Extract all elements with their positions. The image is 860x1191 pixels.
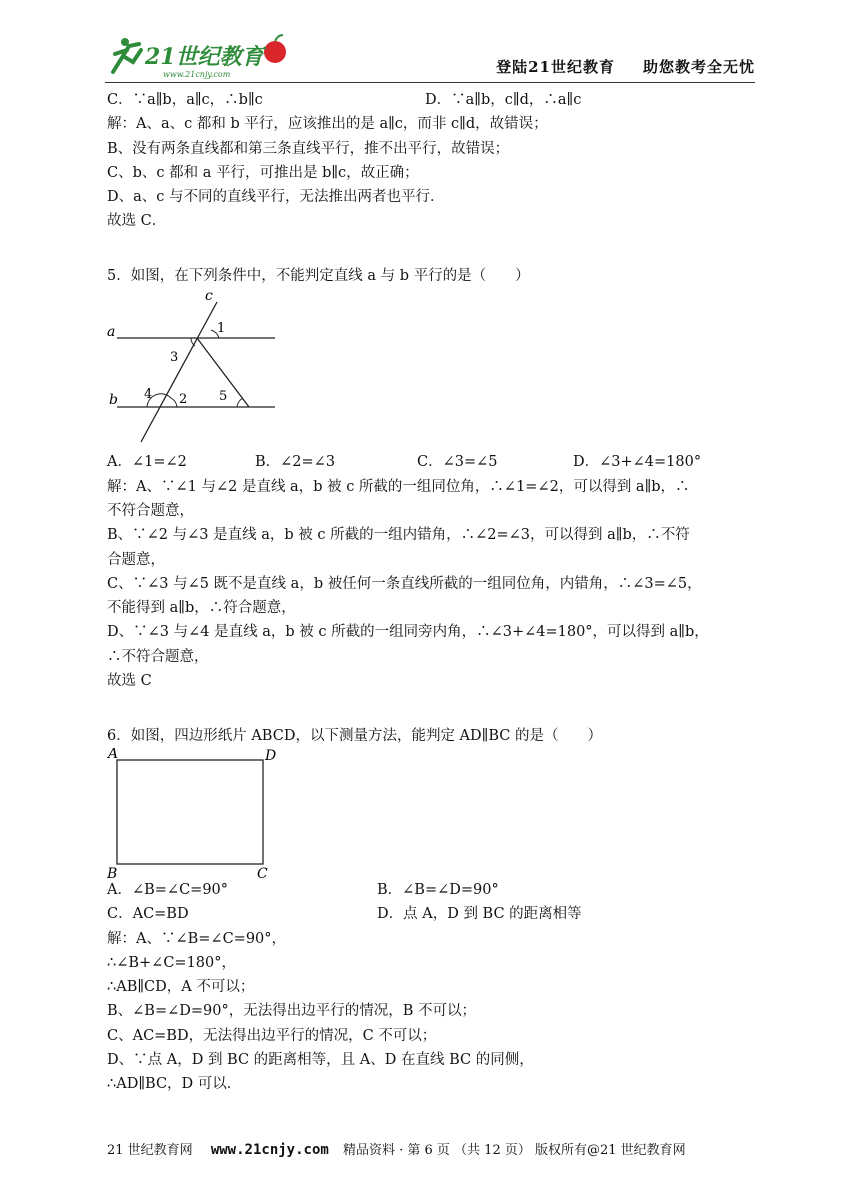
q4-solution-line: D、a、c 与不同的直线平行，无法推出两者也平行． (107, 189, 445, 206)
q4-options (107, 88, 757, 112)
q6-solution-line: ∴AB∥CD，A 不可以； (107, 979, 255, 996)
logo-apple (264, 41, 286, 63)
label-4: 4 (144, 387, 153, 403)
q6-solution-line: D、∵点 A，D 到 BC 的距离相等，且 A、D 在直线 BC 的同侧， (107, 1052, 534, 1069)
label-1: 1 (217, 321, 226, 337)
angle-arc-5 (237, 398, 243, 407)
q6-solution-line: ∴AD∥BC，D 可以． (107, 1076, 242, 1093)
q4-option-c: C．∵a∥b，a∥c，∴b∥c (107, 92, 263, 108)
page-header (105, 30, 755, 83)
q6-solution-line: ∴∠B+∠C=180°， (107, 954, 236, 971)
q4-option-d: D．∵a∥b，c∥d，∴a∥c (425, 92, 582, 108)
label-b: b (109, 392, 118, 409)
q6-options-row2 (107, 902, 757, 926)
label-D: D (265, 747, 277, 764)
angle-arc-2 (171, 398, 177, 407)
q6-option-b: B．∠B=∠D=90° (377, 881, 499, 898)
q5-option-a: A．∠1=∠2 (107, 454, 187, 471)
q5-diagram (107, 290, 287, 450)
q5-solution-line: ∴不符合题意， (107, 648, 209, 665)
q6-stem: 6．如图，四边形纸片 ABCD，以下测量方法，能判定 AD∥BC 的是（ ） (107, 727, 602, 744)
q5-solution-line: D、∵∠3 与∠4 是直线 a，b 被 c 所截的一组同旁内角，∴∠3+∠4=180°，可以得到 a∥b， (107, 624, 709, 641)
page-content (107, 88, 757, 1097)
logo-text: 21世纪教育 (145, 44, 264, 70)
label-c: c (205, 290, 213, 305)
q6-solution-line: 解：A、∵∠B=∠C=90°， (107, 930, 287, 947)
q6-option-c: C．AC=BD (107, 906, 189, 923)
q5-figure (107, 290, 287, 450)
slogan-left: 登陆21世纪教育 (496, 58, 615, 76)
q4-solution-line: 解：A、a、c 都和 b 平行，应该推出的是 a∥c，而非 c∥d，故错误； (107, 116, 548, 133)
q5-solution-line: 解：A、∵∠1 与∠2 是直线 a，b 被 c 所截的一组同位角，∴∠1=∠2，可以得到 a∥b，∴ (107, 478, 690, 495)
q6-solution-line: B、∠B=∠D=90°，无法得出边平行的情况，B 不可以； (107, 1003, 476, 1020)
line-c (141, 302, 217, 442)
q5-option-b: B．∠2=∠3 (255, 454, 336, 471)
label-C: C (257, 865, 268, 878)
q4-solution-line: B、没有两条直线都和第三条直线平行，推不出平行，故错误； (107, 140, 510, 157)
q5-solution-line: 不能得到 a∥b，∴符合题意， (107, 600, 296, 617)
q5-solution-line: C、∵∠3 与∠5 既不是直线 a，b 被任何一条直线所截的一组同位角，内错角，∴∠3=∠5， (107, 575, 702, 592)
label-5: 5 (219, 389, 228, 405)
q6-option-a: A．∠B=∠C=90° (107, 881, 229, 898)
header-slogan (496, 56, 755, 77)
logo-figure-body (113, 44, 141, 72)
q6-figure (107, 748, 277, 878)
q5-stem: 5．如图，在下列条件中，不能判定直线 a 与 b 平行的是（ ） (107, 268, 530, 285)
q6-solution-line: C、AC=BD，无法得出边平行的情况，C 不可以； (107, 1027, 437, 1044)
q5-options (107, 450, 757, 474)
q5-option-c: C．∠3=∠5 (417, 454, 498, 471)
label-3: 3 (170, 350, 179, 366)
q6-option-d: D．点 A，D 到 BC 的距离相等 (377, 906, 582, 923)
q6-options-row1 (107, 878, 757, 902)
label-A: A (108, 747, 119, 762)
footer-site-link[interactable]: www.21cnjy.com (210, 1142, 329, 1158)
label-2: 2 (179, 392, 188, 408)
label-B: B (107, 865, 118, 878)
q5-solution-line: 合题意， (107, 551, 165, 568)
footer-right: 精品资料 · 第 6 页 （共 12 页） 版权所有@21 世纪教育网 (342, 1143, 686, 1158)
logo-url: www.21cnjy.com (163, 70, 231, 79)
q5-solution-line: 不符合题意， (107, 502, 194, 519)
q4-solution-line: 故选 C． (107, 213, 167, 230)
page-footer (107, 1139, 757, 1158)
site-logo (105, 32, 295, 80)
q5-option-d: D．∠3+∠4=180° (573, 454, 702, 471)
label-a: a (107, 324, 116, 341)
q5-solution-line: 故选 C (107, 673, 152, 690)
quadrilateral-abcd (117, 760, 263, 864)
slogan-right: 助您教考全无忧 (642, 58, 755, 76)
q4-solution-line: C、b、c 都和 a 平行，可推出是 b∥c，故正确； (107, 164, 419, 181)
q6-diagram (107, 748, 277, 878)
footer-left: 21 世纪教育网 (107, 1143, 193, 1158)
q5-solution-line: B、∵∠2 与∠3 是直线 a，b 被 c 所截的一组内错角，∴∠2=∠3，可以得到 a∥b，∴不符 (107, 527, 690, 544)
